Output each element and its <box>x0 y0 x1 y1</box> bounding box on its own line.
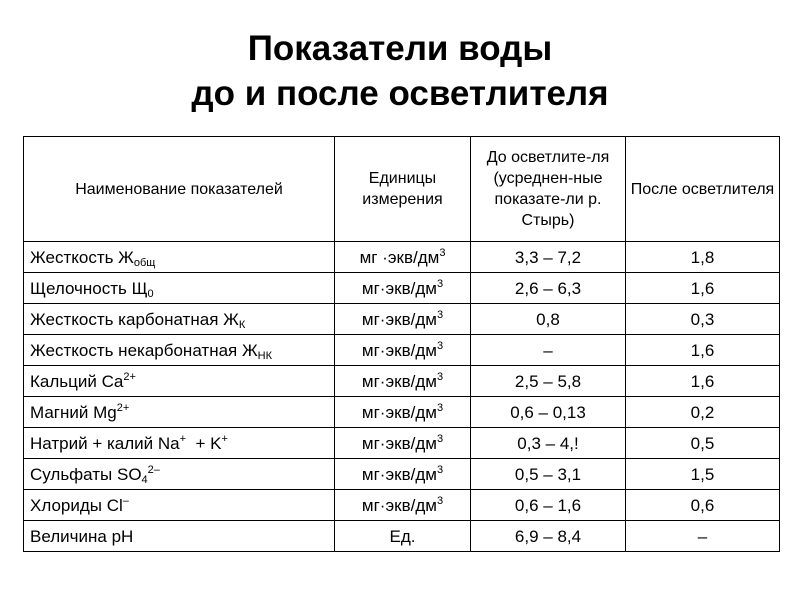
unit-value: Ед. <box>389 526 416 546</box>
before-clarifier-value: 0,8 <box>471 304 626 335</box>
indicator-superscript: 2+ <box>123 370 136 383</box>
after-clarifier-value: 1,6 <box>626 273 780 304</box>
before-clarifier-value: 6,9 – 8,4 <box>471 521 626 552</box>
unit-cell <box>335 521 471 552</box>
unit-value: мг·экв/дм <box>361 433 437 453</box>
after-clarifier-value: 1,8 <box>626 242 780 273</box>
indicator-superscript: 2– <box>147 463 160 476</box>
after-clarifier-value: 1,6 <box>626 366 780 397</box>
table-body <box>24 242 780 552</box>
indicator-superscript: – <box>122 494 129 507</box>
unit-cell <box>335 397 471 428</box>
indicator-name: Сульфаты SO <box>30 464 142 484</box>
table-row <box>24 459 780 490</box>
table-row <box>24 335 780 366</box>
indicator-name: Жесткость некарбонатная Ж <box>30 340 258 360</box>
indicator-subscript: 0 <box>147 287 154 300</box>
table-row <box>24 304 780 335</box>
unit-superscript: 3 <box>436 463 444 476</box>
unit-superscript: 3 <box>436 308 444 321</box>
unit-value: мг·экв/дм <box>361 278 437 298</box>
unit-cell <box>335 428 471 459</box>
indicator-name-cell <box>24 490 335 521</box>
table-header-row <box>24 137 780 242</box>
unit-cell <box>335 304 471 335</box>
unit-value: мг·экв/дм <box>361 371 437 391</box>
unit-superscript: 3 <box>436 339 444 352</box>
indicator-name-tail: + K <box>186 433 222 453</box>
before-clarifier-value: 0,6 – 1,6 <box>471 490 626 521</box>
indicator-name: Жесткость Ж <box>30 247 134 267</box>
after-clarifier-value: – <box>626 521 780 552</box>
unit-cell <box>335 242 471 273</box>
table-row <box>24 273 780 304</box>
after-clarifier-value: 0,2 <box>626 397 780 428</box>
indicator-name-cell <box>24 428 335 459</box>
header-units: Единицы измерения <box>335 137 471 242</box>
table-row <box>24 490 780 521</box>
after-clarifier-value: 0,5 <box>626 428 780 459</box>
unit-superscript: 3 <box>439 246 446 259</box>
unit-superscript: 3 <box>436 370 444 383</box>
unit-value: мг·экв/дм <box>361 464 437 484</box>
indicator-name: Магний Mg <box>30 402 117 422</box>
before-clarifier-value: – <box>471 335 626 366</box>
indicator-subscript: 4 <box>141 473 148 486</box>
table-row <box>24 366 780 397</box>
indicator-name-cell <box>24 366 335 397</box>
unit-cell <box>335 490 471 521</box>
page-title-line-2: до и после осветлителя <box>191 74 609 113</box>
indicator-name: Жесткость карбонатная Ж <box>30 309 239 329</box>
indicator-name-cell <box>24 397 335 428</box>
table-row <box>24 428 780 459</box>
before-clarifier-value: 0,6 – 0,13 <box>471 397 626 428</box>
before-clarifier-value: 2,6 – 6,3 <box>471 273 626 304</box>
table-row <box>24 397 780 428</box>
header-before-clarifier: До осветлите-ля (усреднен-ные показате-ли р. Стырь) <box>471 137 626 242</box>
indicator-name: Натрий + калий Na <box>30 433 180 453</box>
unit-superscript: 3 <box>436 401 444 414</box>
unit-value: мг·экв/дм <box>361 495 437 515</box>
table-row <box>24 521 780 552</box>
unit-cell <box>335 459 471 490</box>
after-clarifier-value: 0,6 <box>626 490 780 521</box>
indicator-subscript: общ <box>133 256 156 269</box>
unit-cell <box>335 366 471 397</box>
indicator-name: Величина pH <box>30 526 134 546</box>
after-clarifier-value: 1,5 <box>626 459 780 490</box>
table-row <box>24 242 780 273</box>
unit-value: мг ·экв/дм <box>359 247 440 267</box>
unit-cell <box>335 273 471 304</box>
header-indicator-name: Наименование показателей <box>24 137 335 242</box>
unit-value: мг·экв/дм <box>361 309 437 329</box>
indicator-superscript-2: + <box>221 432 228 445</box>
unit-value: мг·экв/дм <box>361 340 437 360</box>
indicator-name-cell <box>24 335 335 366</box>
indicator-name-cell <box>24 273 335 304</box>
before-clarifier-value: 0,3 – 4,! <box>471 428 626 459</box>
indicator-subscript: НК <box>257 349 273 362</box>
page-title-line-1: Показатели воды <box>247 29 553 68</box>
indicator-name: Хлориды Cl <box>30 495 123 515</box>
after-clarifier-value: 1,6 <box>626 335 780 366</box>
page-title <box>0 26 800 116</box>
indicator-superscript: 2+ <box>116 401 130 414</box>
indicator-name-cell <box>24 242 335 273</box>
indicator-name: Кальций Ca <box>30 371 124 391</box>
before-clarifier-value: 3,3 – 7,2 <box>471 242 626 273</box>
unit-superscript: 3 <box>436 432 444 445</box>
indicator-name: Щелочность Щ <box>30 278 148 298</box>
before-clarifier-value: 0,5 – 3,1 <box>471 459 626 490</box>
indicator-name-cell <box>24 459 335 490</box>
unit-value: мг·экв/дм <box>361 402 437 422</box>
unit-superscript: 3 <box>436 277 444 290</box>
unit-cell <box>335 335 471 366</box>
indicator-name-cell <box>24 521 335 552</box>
unit-superscript: 3 <box>436 494 444 507</box>
indicator-subscript: К <box>238 318 246 331</box>
water-indicators-table <box>23 136 780 552</box>
after-clarifier-value: 0,3 <box>626 304 780 335</box>
indicator-superscript: + <box>179 432 187 445</box>
header-after-clarifier: После осветлителя <box>626 137 780 242</box>
indicator-name-cell <box>24 304 335 335</box>
before-clarifier-value: 2,5 – 5,8 <box>471 366 626 397</box>
